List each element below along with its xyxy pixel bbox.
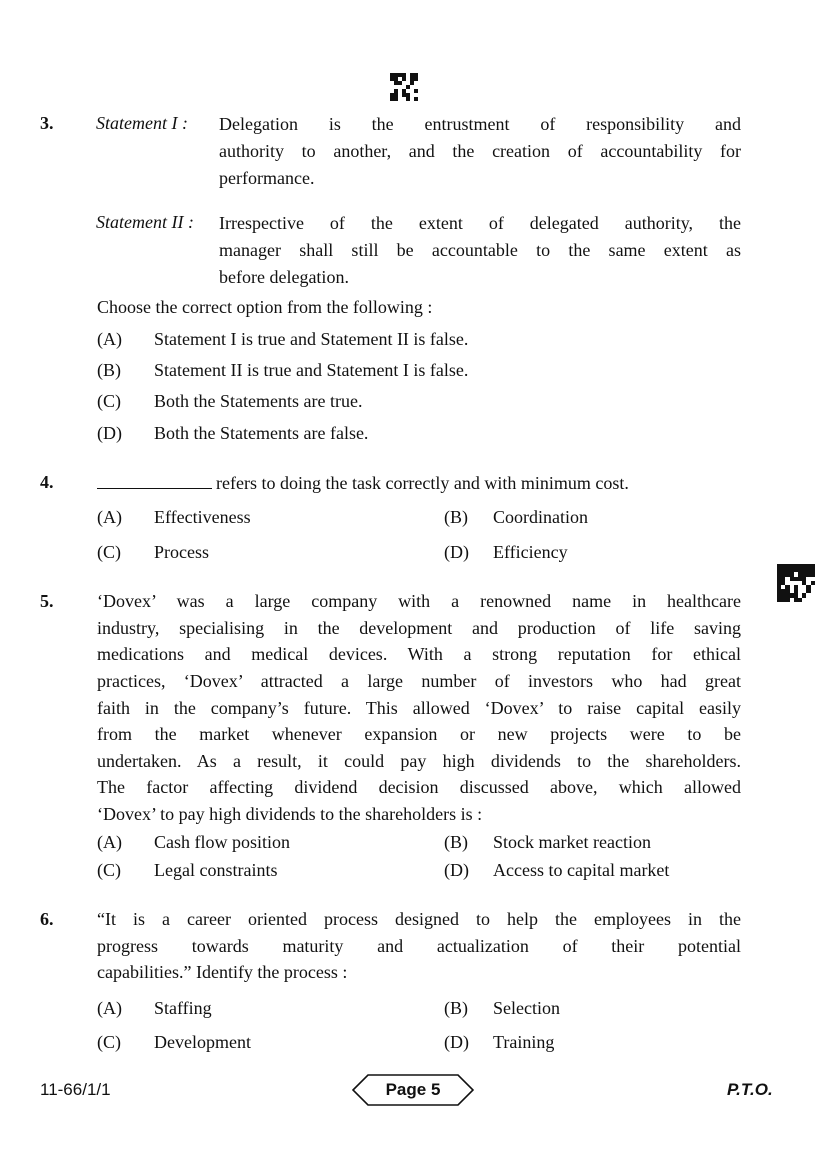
option-text: Cash flow position [154, 832, 291, 852]
question-line: “It is a career oriented process designed to help the employees in the [97, 909, 741, 929]
option-text: Process [154, 542, 209, 562]
option-letter: (C) [97, 391, 121, 411]
option-text: Training [493, 1032, 555, 1052]
statement-1-line: Delegation is the entrustment of responsibility and [219, 114, 741, 134]
option-text: Stock market reaction [493, 832, 651, 852]
option-text: Development [154, 1032, 251, 1052]
question-number: 3. [40, 113, 54, 133]
statement-2-line: before delegation. [219, 267, 349, 287]
option-text: Legal constraints [154, 860, 278, 880]
answer-blank [97, 474, 212, 489]
pto-label: P.T.O. [727, 1080, 773, 1099]
question-stem-text: refers to doing the task correctly and with minimum cost. [216, 473, 629, 493]
option-letter: (C) [97, 542, 121, 562]
question-line: industry, specialising in the development and production of life saving [97, 618, 741, 638]
question-line: practices, ‘Dovex’ attracted a large number of investors who had great [97, 671, 741, 691]
option-text: Staffing [154, 998, 212, 1018]
option-letter: (A) [97, 832, 122, 852]
option-letter: (A) [97, 329, 122, 349]
question-line: The factor affecting dividend decision discussed above, which allowed [97, 777, 741, 797]
question-line: ‘Dovex’ was a large company with a renowned name in healthcare [97, 591, 741, 611]
option-letter: (B) [444, 507, 468, 527]
statement-2-line: manager shall still be accountable to the same extent as [219, 240, 741, 260]
qr-code-icon [777, 564, 815, 602]
option-letter: (B) [97, 360, 121, 380]
statement-2-line: Irrespective of the extent of delegated authority, the [219, 213, 741, 233]
option-letter: (B) [444, 998, 468, 1018]
option-text: Access to capital market [493, 860, 670, 880]
option-text: Efficiency [493, 542, 568, 562]
option-text: Both the Statements are true. [154, 391, 363, 411]
statement-1-label: Statement I : [96, 113, 188, 133]
question-stem [97, 470, 629, 497]
question-line: medications and medical devices. With a strong reputation for ethical [97, 644, 741, 664]
question-number: 5. [40, 591, 54, 611]
option-letter: (A) [97, 507, 122, 527]
option-letter: (D) [444, 542, 469, 562]
statement-2-label: Statement II : [96, 212, 194, 232]
qr-code-icon [390, 73, 418, 101]
statement-1-line: authority to another, and the creation of accountability for [219, 141, 741, 161]
statement-1-line: performance. [219, 168, 315, 188]
option-text: Coordination [493, 507, 588, 527]
page-label: Page 5 [385, 1080, 441, 1099]
option-text: Both the Statements are false. [154, 423, 369, 443]
paper-code: 11-66/1/1 [40, 1080, 111, 1099]
question-line: ‘Dovex’ to pay high dividends to the shareholders is : [97, 804, 483, 824]
option-text: Selection [493, 998, 560, 1018]
option-letter: (D) [444, 1032, 469, 1052]
option-letter: (A) [97, 998, 122, 1018]
question-line: progress towards maturity and actualization of their potential [97, 936, 741, 956]
option-letter: (B) [444, 832, 468, 852]
qr-module [414, 97, 418, 101]
question-number: 4. [40, 472, 54, 492]
qr-module [811, 598, 815, 602]
option-letter: (D) [444, 860, 469, 880]
option-text: Statement II is true and Statement I is false. [154, 360, 469, 380]
option-letter: (D) [97, 423, 122, 443]
question-line: from the market whenever expansion or new projects were to be [97, 724, 741, 744]
question-number: 6. [40, 909, 54, 929]
option-letter: (C) [97, 860, 121, 880]
question-line: faith in the company’s future. This allowed ‘Dovex’ to raise capital easily [97, 698, 741, 718]
page-number-badge [352, 1074, 474, 1106]
option-text: Statement I is true and Statement II is false. [154, 329, 469, 349]
question-prompt: Choose the correct option from the following : [97, 297, 433, 317]
option-text: Effectiveness [154, 507, 251, 527]
option-letter: (C) [97, 1032, 121, 1052]
question-line: capabilities.” Identify the process : [97, 962, 348, 982]
question-line: undertaken. As a result, it could pay high dividends to the shareholders. [97, 751, 741, 771]
